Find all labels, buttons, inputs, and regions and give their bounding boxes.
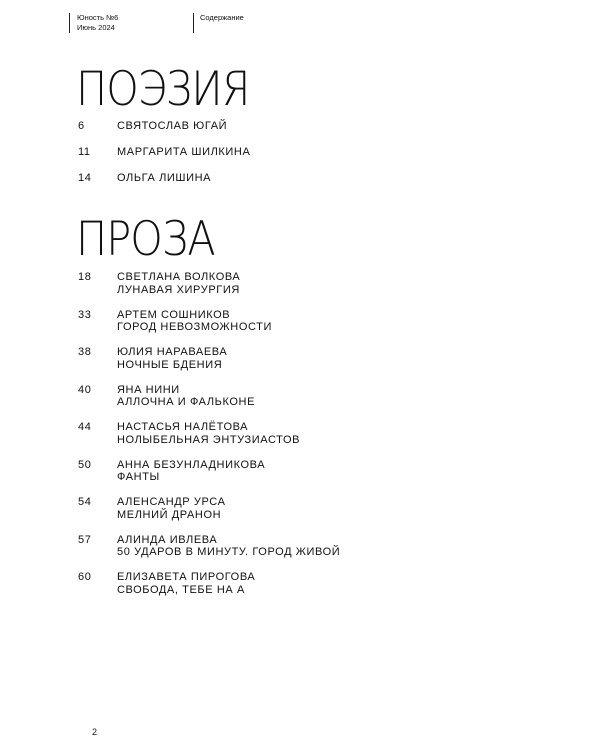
entry-work: 50 УДАРОВ В МИНУТУ. ГОРОД ЖИВОЙ [117, 546, 341, 558]
toc-entry[interactable] [78, 384, 340, 409]
entry-page: 50 [78, 458, 92, 471]
toc-entry[interactable] [78, 271, 340, 296]
entry-author: ЯНА НИНИ [117, 383, 180, 396]
entry-author: ЮЛИЯ НАРАВАЕВА [117, 346, 228, 358]
entry-work: НОЧНЫЕ БДЕНИЯ [117, 358, 223, 371]
toc-entry[interactable] [78, 120, 250, 133]
toc-entry[interactable] [78, 459, 340, 484]
entry-page: 6 [78, 120, 85, 132]
toc-entry[interactable] [78, 534, 340, 559]
entry-page: 14 [78, 172, 92, 184]
entry-author: АЛИНДА ИВЛЕВА [117, 533, 218, 546]
entry-work: СВОБОДА, ТЕБЕ НА А [117, 583, 245, 596]
magazine-title: Юность №6 [77, 13, 119, 22]
prose-list [78, 271, 340, 609]
section-header [193, 13, 244, 33]
entry-page: 57 [78, 533, 92, 546]
toc-entry[interactable] [78, 421, 340, 446]
entry-author: НАСТАСЬЯ НАЛЁТОВА [117, 421, 249, 433]
entry-page: 60 [78, 571, 92, 583]
entry-page: 18 [78, 271, 92, 283]
toc-entry[interactable] [78, 146, 250, 159]
entry-author: АРТЕМ СОШНИКОВ [117, 308, 231, 321]
entry-work: АЛЛОЧНА И ФАЛЬКОНЕ [117, 396, 256, 408]
entry-page: 38 [78, 346, 92, 358]
entry-author: СВЯТОСЛАВ ЮГАЙ [117, 120, 228, 132]
entry-work: НОЛЫБЕЛЬНАЯ ЭНТУЗИАСТОВ [117, 433, 301, 446]
entry-page: 44 [78, 421, 92, 433]
entry-work: ЛУНАВАЯ ХИРУРГИЯ [117, 283, 240, 296]
entry-author: СВЕТЛАНА ВОЛКОВА [117, 271, 241, 283]
entry-author: ОЛЬГА ЛИШИНА [117, 172, 212, 184]
poetry-list [78, 120, 250, 198]
entry-author: МАРГАРИТА ШИЛКИНА [117, 146, 251, 158]
entry-page: 40 [78, 383, 92, 396]
toc-entry[interactable] [78, 571, 340, 596]
page-number: 2 [92, 727, 98, 737]
prose-heading: ПРОЗА [76, 212, 215, 267]
entry-author: АННА БЕЗУНЛАДНИКОВА [117, 458, 266, 471]
entry-page: 33 [78, 308, 92, 321]
toc-entry[interactable] [78, 346, 340, 371]
poetry-heading: ПОЭЗИЯ [76, 62, 250, 117]
entry-page: 54 [78, 496, 92, 508]
entry-work: МЕЛНИЙ ДРАНОН [117, 508, 222, 521]
section-label: Содержание [200, 13, 244, 22]
issue-date: Июнь 2024 [77, 23, 115, 32]
entry-author: ЕЛИЗАВЕТА ПИРОГОВА [117, 571, 256, 583]
entry-work: ФАНТЫ [117, 471, 160, 483]
magazine-header [69, 13, 118, 33]
toc-entry[interactable] [78, 309, 340, 334]
entry-author: АЛЕНСАНДР УРСА [117, 496, 226, 508]
entry-work: ГОРОД НЕВОЗМОЖНОСТИ [117, 321, 273, 333]
toc-entry[interactable] [78, 172, 250, 185]
entry-page: 11 [78, 146, 91, 158]
toc-entry[interactable] [78, 496, 340, 521]
